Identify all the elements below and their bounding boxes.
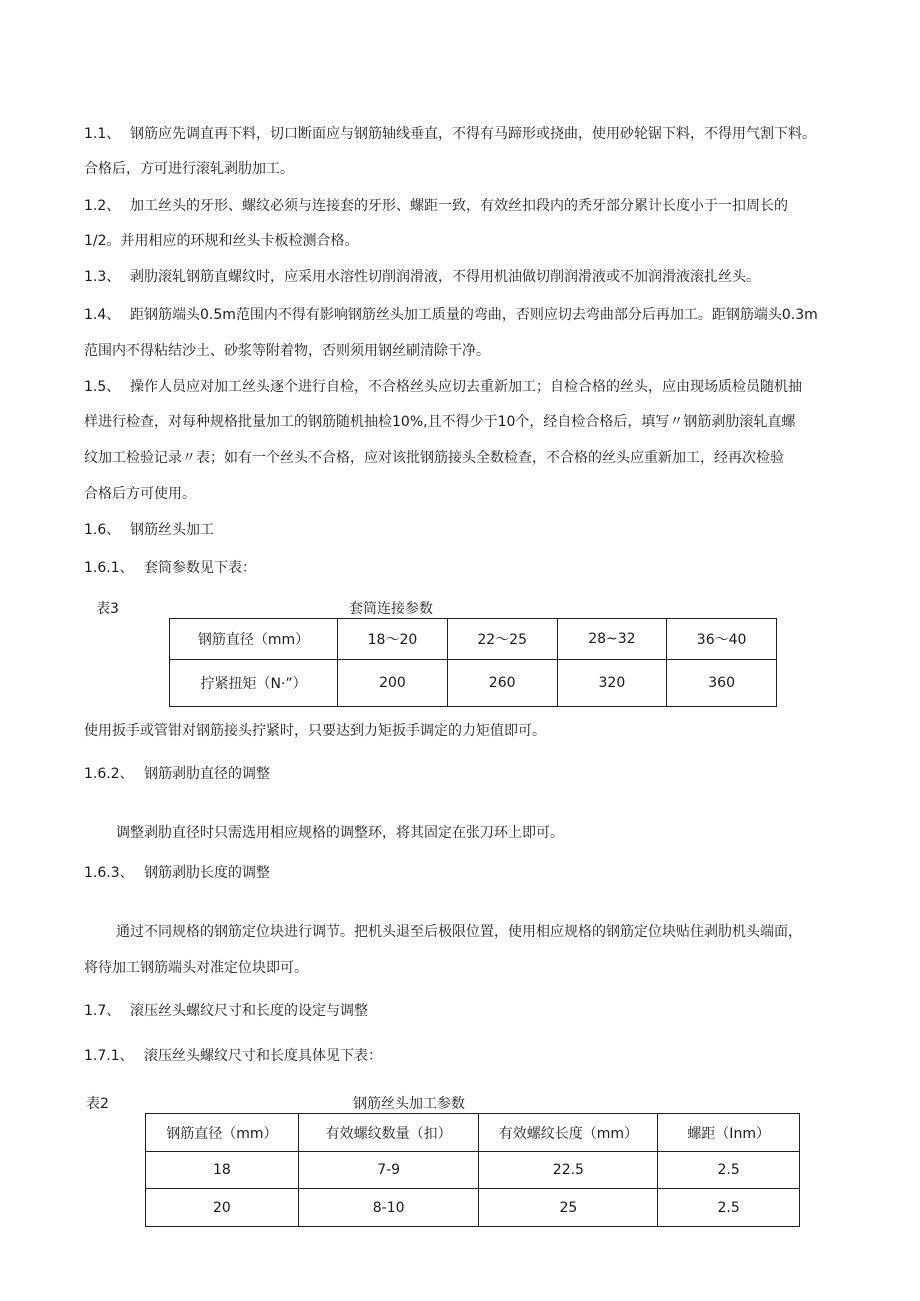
heading-1-6-2	[84, 764, 270, 784]
para-1-5-line3: 纹加工检验记录〃表；如有一个丝头不合格，应对该批钢筋接头全数检查，不合格的丝头应重新加工，经再次检验	[84, 450, 784, 466]
table3	[169, 618, 777, 707]
table-row	[146, 1114, 800, 1152]
table-header-cell: 钢筋直径（mm）	[146, 1114, 299, 1152]
heading-1-6	[84, 520, 214, 540]
table-header-cell: 钢筋直径（mm）	[170, 619, 338, 660]
heading-1-7	[84, 1001, 368, 1021]
para-1-1-line2: 合格后，方可进行滚轧剥肋加工。	[84, 161, 294, 177]
heading-text: 钢筋剥肋长度的调整	[144, 865, 270, 881]
table-cell: 7-9	[298, 1152, 479, 1189]
section-number: 1.7、	[84, 1003, 121, 1019]
table-cell: 25	[479, 1189, 658, 1227]
section-number: 1.7.1、	[84, 1048, 134, 1064]
section-number: 1.3、	[84, 269, 121, 285]
table-cell: 360	[667, 660, 777, 707]
table-cell: 18～20	[338, 619, 448, 660]
section-number: 1.6.2、	[84, 766, 134, 782]
table-cell: 2.5	[658, 1152, 800, 1189]
para-1-2-line2: 1/2。并用相应的环规和丝头卡板检测合格。	[84, 233, 359, 249]
para-text: 操作人员应对加工丝头逐个进行自检，不合格丝头应切去重新加工；自检合格的丝头，应由现场质检员随机抽	[130, 379, 802, 395]
table-cell: 28~32	[557, 619, 667, 660]
table-cell: 2.5	[658, 1189, 800, 1227]
table-row	[170, 619, 777, 660]
table2	[145, 1113, 800, 1227]
table-cell: 22.5	[479, 1152, 658, 1189]
table-cell: 18	[146, 1152, 299, 1189]
table-cell: 200	[338, 660, 448, 707]
table-cell: 8-10	[298, 1189, 479, 1227]
para-1-6-3-body2: 将待加工钢筋端头对准定位块即可。	[84, 960, 308, 976]
section-number: 1.5、	[84, 379, 121, 395]
table-header-cell: 螺距（Inm）	[658, 1114, 800, 1152]
para-1-6-2-body: 调整剥肋直径时只需选用相应规格的调整环，将其固定在张刀环上即可。	[116, 825, 564, 841]
para-text: 剥肋滚轧钢筋直螺纹时，应采用水溶性切削润滑液，不得用机油做切削润滑液或不加润滑液滚扎丝头。	[130, 269, 760, 285]
table-cell: 22～25	[447, 619, 557, 660]
table3-label: 表3	[96, 601, 119, 617]
para-text: 距钢筋端头0.5m范围内不得有影响钢筋丝头加工质量的弯曲，否则应切去弯曲部分后再加工。距钢筋端头0.3m	[130, 307, 818, 323]
section-number: 1.2、	[84, 198, 121, 214]
para-text: 加工丝头的牙形、螺纹必须与连接套的牙形、螺距一致，有效丝扣段内的秃牙部分累计长度小于一扣周长的	[130, 198, 788, 214]
heading-text: 滚压丝头螺纹尺寸和长度具体见下表：	[144, 1048, 382, 1064]
para-1-4-line1	[84, 305, 818, 325]
para-1-3-line1	[84, 267, 760, 287]
table3-title: 套筒连接参数	[349, 601, 433, 617]
heading-1-7-1	[84, 1046, 382, 1066]
table-cell: 320	[557, 660, 667, 707]
para-1-5-line2: 样进行检查，对每种规格批量加工的钢筋随机抽检10%,且不得少于10个，经自检合格后，填写〃钢筋剥肋滚轧直螺	[84, 414, 796, 430]
section-number: 1.6、	[84, 522, 121, 538]
table-header-cell: 有效螺纹长度（mm）	[479, 1114, 658, 1152]
para-1-2-line1	[84, 196, 788, 216]
para-1-5-line4: 合格后方可使用。	[84, 486, 196, 502]
para-1-6-3-body1: 通过不同规格的钢筋定位块进行调节。把机头退至后极限位置，使用相应规格的钢筋定位块贴住剥肋机头端面，	[116, 924, 802, 940]
table-row	[170, 660, 777, 707]
para-1-1-line1	[84, 124, 816, 144]
para-text: 钢筋应先调直再下料，切口断面应与钢筋轴线垂直，不得有马蹄形或挠曲，使用砂轮锯下料，不得用气割下料。	[130, 126, 816, 142]
para-1-6-1-note: 使用扳手或管钳对钢筋接头拧紧时，只要达到力矩扳手调定的力矩值即可。	[84, 723, 546, 739]
table2-title: 钢筋丝头加工参数	[353, 1096, 465, 1112]
heading-text: 钢筋剥肋直径的调整	[144, 766, 270, 782]
table-row	[146, 1152, 800, 1189]
table-cell: 260	[447, 660, 557, 707]
section-number: 1.4、	[84, 307, 121, 323]
table-header-cell: 拧紧扭矩（N·”）	[170, 660, 338, 707]
heading-1-6-3	[84, 863, 270, 883]
para-1-5-line1	[84, 377, 802, 397]
para-1-4-line2: 范围内不得粘结沙土、砂浆等附着物，否则须用钢丝刷清除干净。	[84, 343, 490, 359]
section-number: 1.6.1、	[84, 560, 134, 576]
heading-text: 套筒参数见下表：	[144, 560, 256, 576]
table-cell: 36～40	[667, 619, 777, 660]
table-header-cell: 有效螺纹数量（扣）	[298, 1114, 479, 1152]
heading-1-6-1	[84, 558, 256, 578]
table-cell: 20	[146, 1189, 299, 1227]
heading-text: 滚压丝头螺纹尺寸和长度的设定与调整	[130, 1003, 368, 1019]
section-number: 1.1、	[84, 126, 121, 142]
table2-label: 表2	[86, 1096, 109, 1112]
section-number: 1.6.3、	[84, 865, 134, 881]
table-row	[146, 1189, 800, 1227]
heading-text: 钢筋丝头加工	[130, 522, 214, 538]
